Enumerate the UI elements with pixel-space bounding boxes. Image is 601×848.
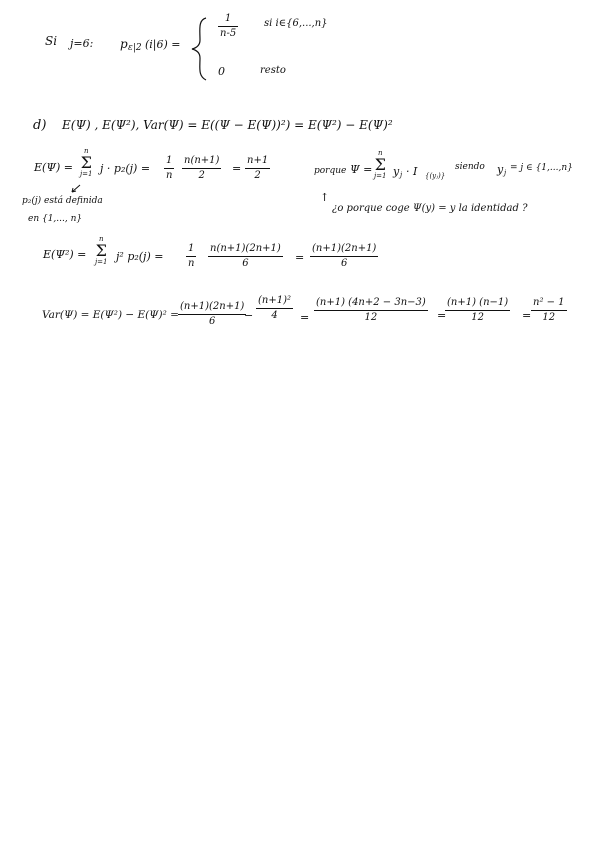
frac-num: n(n+1)(2n+1)	[210, 243, 281, 254]
frac-den: n	[188, 258, 195, 269]
frac-num: (n+1)²	[258, 295, 291, 306]
frac-num: n(n+1)	[184, 155, 220, 166]
case1-condition: si i∈{6,...,n}	[264, 18, 328, 29]
question-arrow: ↑	[320, 191, 330, 204]
sum-lower: j=1	[80, 170, 93, 178]
frac-den: 12	[364, 312, 378, 323]
frac-den: 6	[208, 316, 216, 327]
second-moment-frac2	[208, 244, 283, 269]
fraction-bar	[208, 256, 283, 257]
p-subscript: ε|2	[128, 43, 142, 53]
frac-den: 2	[198, 170, 205, 181]
frac-num: (n+1) (4n+2 − 3n−3)	[316, 297, 426, 308]
frac-num: (n+1)(2n+1)	[312, 243, 377, 254]
equals: =	[522, 309, 532, 322]
expectation-lhs: E(Ψ) =	[34, 161, 73, 174]
y-def-rest: = j ∈ {1,...,n}	[510, 163, 573, 173]
frac-num: (n+1)(2n+1)	[180, 301, 245, 312]
fraction-bar	[445, 310, 510, 311]
fraction-bar	[256, 308, 293, 309]
frac-den: 6	[242, 258, 249, 269]
part-d-heading: E(Ψ) , E(Ψ²), Var(Ψ) = E((Ψ − E(Ψ))²) = E(Ψ²) − E(Ψ)²	[62, 118, 393, 132]
case1-den: n-5	[220, 28, 237, 39]
sum-symbol: n Σ j=1	[80, 147, 93, 178]
sum-upper: n	[98, 235, 104, 243]
fraction-bar	[531, 310, 567, 311]
porque-sum-symbol: n Σ j=1	[374, 149, 387, 180]
variance-frac4	[445, 298, 510, 323]
frac-num: n+1	[247, 155, 269, 166]
question-text: ¿o porque coge Ψ(y) = y la identidad ?	[332, 203, 528, 214]
note-line-2: en {1,..., n}	[28, 214, 83, 224]
fraction-bar	[186, 256, 196, 257]
frac-num: 1	[188, 243, 195, 254]
frac-den: n	[166, 170, 173, 181]
second-moment-lhs: E(Ψ²) =	[43, 248, 87, 261]
sum-lower: j=1	[374, 172, 387, 180]
porque-term: y	[393, 165, 400, 178]
case2-value: 0	[218, 65, 225, 78]
expectation-term: j · p₂(j) =	[100, 162, 151, 175]
frac-den: 2	[254, 170, 261, 181]
variance-lhs: Var(Ψ) = E(Ψ²) − E(Ψ)² =	[42, 309, 179, 321]
part-d-label: d)	[33, 118, 47, 133]
note-line-1: p₂(j) está definida	[22, 196, 103, 206]
y-def-sub: j	[504, 169, 507, 177]
frac-num: n² − 1	[533, 297, 565, 308]
second-moment-term: j² p₂(j) =	[116, 250, 164, 263]
second-moment-sum: n Σ j=1	[95, 235, 108, 266]
si-label: Si	[45, 34, 58, 48]
frac-num: (n+1) (n−1)	[447, 297, 509, 308]
frac-den: 12	[542, 312, 556, 323]
frac-den: 4	[271, 310, 278, 321]
equals: =	[232, 162, 242, 175]
variance-frac2	[256, 296, 293, 321]
porque-lhs: Ψ =	[350, 163, 373, 176]
fraction-bar	[314, 310, 428, 311]
sum-upper: n	[377, 149, 383, 157]
indicator: · I	[406, 165, 418, 178]
second-moment-frac1	[186, 244, 196, 269]
p-args: (i|6) =	[145, 38, 181, 51]
second-moment-frac3	[310, 244, 378, 269]
y-def: y	[497, 163, 504, 176]
case1-num: 1	[224, 13, 232, 24]
porque-term-sub: j	[400, 171, 403, 179]
frac-num: 1	[166, 155, 173, 166]
minus-sign: −	[244, 309, 254, 322]
p-lhs: p	[120, 37, 128, 51]
case2-condition: resto	[260, 65, 286, 76]
variance-frac1	[178, 302, 246, 327]
variance-frac3	[314, 298, 428, 323]
indicator-sub: {(yⱼ)}	[425, 172, 446, 180]
siendo-word: siendo	[455, 162, 485, 172]
porque-word: porque	[314, 166, 347, 176]
equals: =	[300, 311, 310, 324]
condition-j6: j=6:	[70, 37, 94, 50]
fraction-bar	[310, 256, 378, 257]
fraction-bar	[178, 314, 246, 315]
equals: =	[437, 309, 447, 322]
variance-frac5	[531, 298, 567, 323]
sum-lower: j=1	[95, 258, 108, 266]
frac-den: 6	[340, 258, 348, 269]
sum-upper: n	[83, 147, 89, 155]
equals: =	[295, 251, 305, 264]
frac-den: 12	[471, 312, 484, 323]
